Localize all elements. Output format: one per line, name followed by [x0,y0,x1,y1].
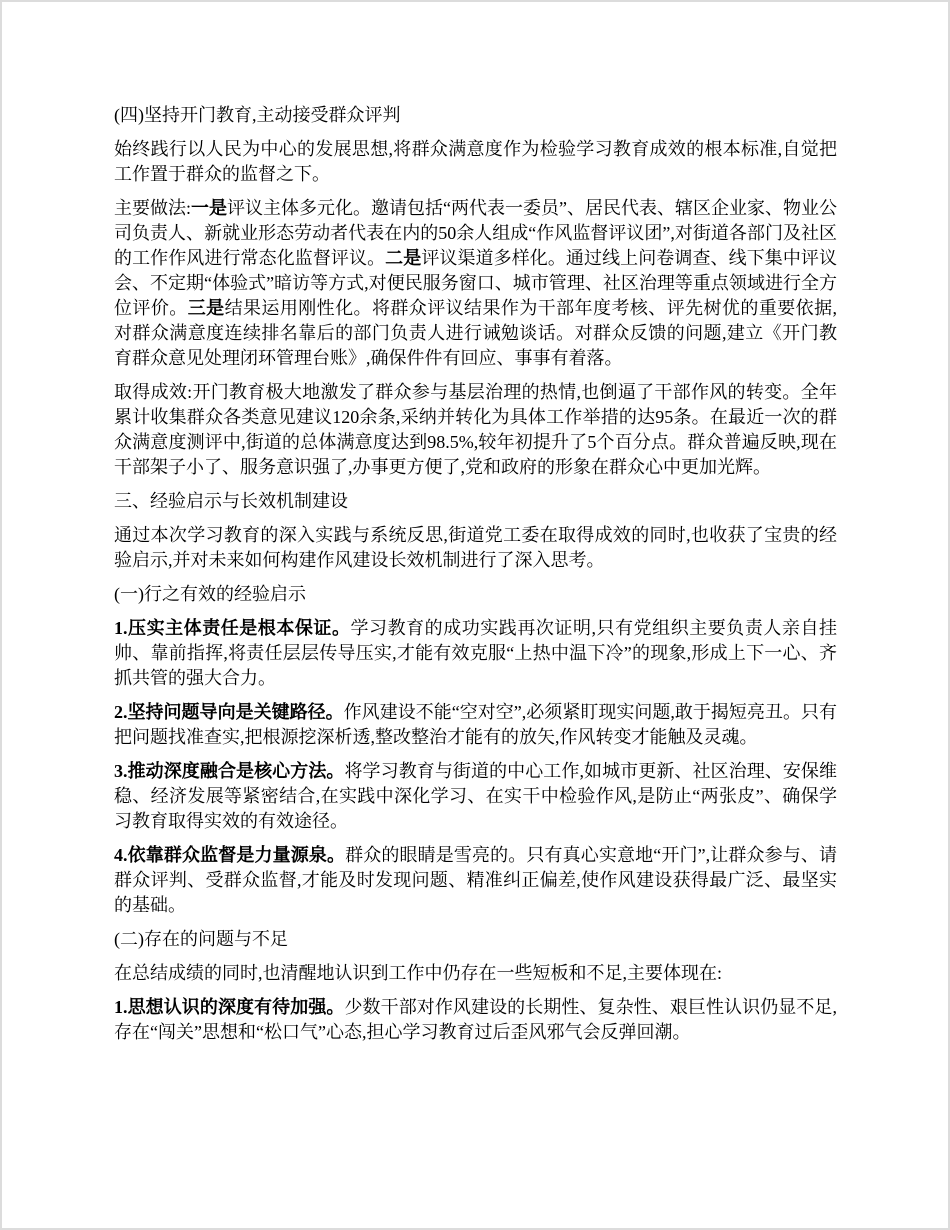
subsection-heading-2-problems-and-shortcomings [114,927,837,952]
paragraph-main-methods [114,196,837,371]
bold-text-run: 2.坚持问题导向是关键路径。 [114,702,344,722]
text-run: (二)存在的问题与不足 [114,929,288,949]
text-run: 通过本次学习教育的深入实践与系统反思,街道党工委在取得成效的同时,也收获了宝贵的经验启示,并对未来如何构建作风建设长效机制进行了深入思考。 [114,525,837,570]
text-run: (一)行之有效的经验启示 [114,584,306,604]
text-run: 评议主体多元化。邀请包括“两代表一委员”、居民代表、辖区企业家、物业公司负责人、新就业形态劳动者代表在内的50余人组成“作风监督评议团”,对街道各部门及社区的工作作风进行常态化监督评议。 [114,198,837,268]
text-run: 主要做法: [114,198,192,218]
paragraph-insight-1 [114,616,837,691]
paragraph-insight-3 [114,759,837,834]
paragraph-guiding-principle [114,137,837,187]
text-run: 三、经验启示与长效机制建设 [114,491,348,511]
text-run: 作风建设不能“空对空”,必须紧盯现实问题,敢于揭短亮丑。只有把问题找准查实,把根源挖深析透,整改整治才能有的放矢,作风转变才能触及灵魂。 [114,702,837,747]
paragraph-problem-1 [114,995,837,1045]
bold-text-run: 4.依靠群众监督是力量源泉。 [114,845,346,865]
text-run: 将学习教育与街道的中心工作,如城市更新、社区治理、安保维稳、经济发展等紧密结合,在实践中深化学习、在实干中检验作风,是防止“两张皮”、确保学习教育取得实效的有效途径。 [114,761,838,831]
chapter-heading-3-experience-and-mechanism [114,489,837,514]
text-run: (四)坚持开门教育,主动接受群众评判 [114,105,401,125]
subsection-heading-1-effective-insights [114,582,837,607]
bold-text-run: 1.压实主体责任是根本保证。 [114,618,351,638]
document-body [2,2,948,1045]
paragraph-achievements [114,380,837,480]
text-run: 少数干部对作风建设的长期性、复杂性、艰巨性认识仍显不足,存在“闯关”思想和“松口气”心态,担心学习教育过后歪风邪气会反弹回潮。 [114,997,838,1042]
text-run: 结果运用刚性化。将群众评议结果作为干部年度考核、评先树优的重要依据,对群众满意度连续排名靠后的部门负责人进行诫勉谈话。对群众反馈的问题,建立《开门教育群众意见处理闭环管理台账》,确保件件有回应、事事有着落。 [114,298,838,368]
bold-text-run: 一是 [191,198,228,218]
bold-text-run: 三是 [187,298,225,318]
bold-text-run: 3.推动深度融合是核心方法。 [114,761,345,781]
text-run: 始终践行以人民为中心的发展思想,将群众满意度作为检验学习教育成效的根本标准,自觉把工作置于群众的监督之下。 [114,139,837,184]
paragraph-problems-intro [114,961,837,986]
paragraph-insight-2 [114,700,837,750]
text-run: 评议渠道多样化。通过线上问卷调查、线下集中评议会、不定期“体验式”暗访等方式,对便民服务窗口、城市管理、社区治理等重点领域进行全方位评价。 [114,248,838,318]
text-run: 取得成效:开门教育极大地激发了群众参与基层治理的热情,也倒逼了干部作风的转变。全年累计收集群众各类意见建议120余条,采纳并转化为具体工作举措的达95条。在最近一次的群众满意度测评中,街道的总体满意度达到98.5%,较年初提升了5个百分点。群众普遍反映,现在干部架子小了、服务意识强了,办事更方便了,党和政府的形象在群众心中更加光辉。 [114,382,837,477]
text-run: 群众的眼睛是雪亮的。只有真心实意地“开门”,让群众参与、请群众评判、受群众监督,才能及时发现问题、精准纠正偏差,使作风建设获得最广泛、最坚实的基础。 [114,845,838,915]
paragraph-chapter-intro [114,523,837,573]
text-run: 在总结成绩的同时,也清醒地认识到工作中仍存在一些短板和不足,主要体现在: [114,963,722,983]
text-run: 学习教育的成功实践再次证明,只有党组织主要负责人亲自挂帅、靠前指挥,将责任层层传导压实,才能有效克服“上热中温下冷”的现象,形成上下一心、齐抓共管的强大合力。 [114,618,837,688]
bold-text-run: 1.思想认识的深度有待加强。 [114,997,345,1017]
paragraph-insight-4 [114,843,837,918]
section-heading-4-open-door-education [114,103,837,128]
bold-text-run: 二是 [385,248,422,268]
